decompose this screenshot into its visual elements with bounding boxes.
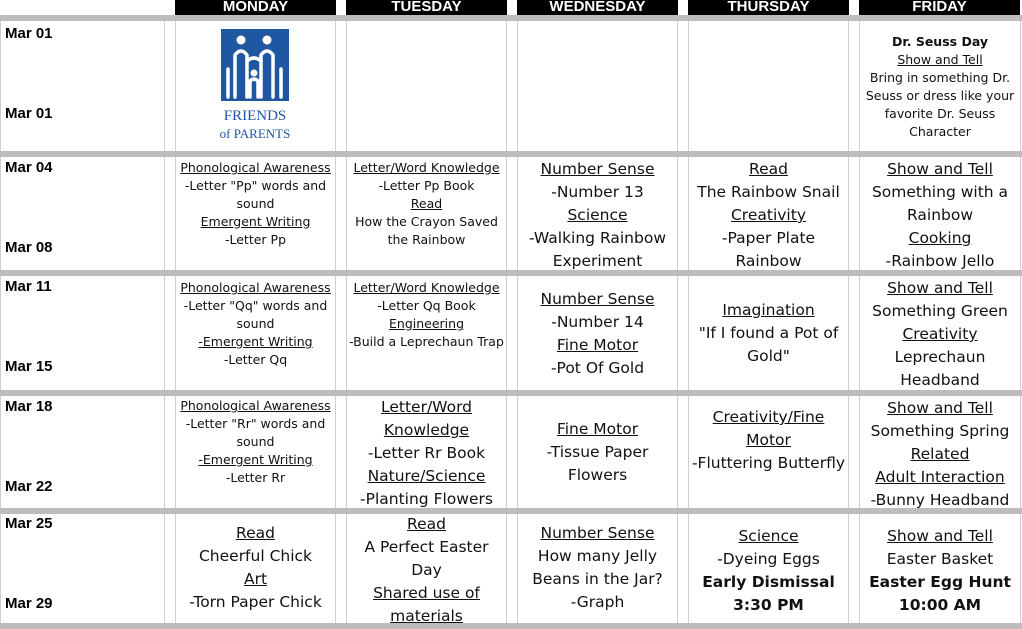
activity-line: Creativity	[730, 206, 806, 224]
activity-line: Fine Motor	[556, 420, 639, 438]
activity-line: Phonological Awareness	[180, 280, 331, 295]
activity-line: A Perfect Easter Day	[364, 538, 489, 579]
header-tuesday: TUESDAY	[346, 0, 507, 15]
activity-line: Show and Tell	[897, 52, 983, 67]
logo-word-bottom: of PARENTS	[219, 126, 291, 141]
activity-line: Letter/Word Knowledge	[353, 160, 500, 175]
grid-line	[164, 15, 165, 629]
activity-line: -Fluttering Butterfly	[691, 454, 846, 472]
activity-line: Early Dismissal	[702, 573, 835, 591]
activity-line: How the Crayon Saved the Rainbow	[355, 214, 498, 247]
activity-line: -Emergent Writing	[198, 452, 313, 467]
cell-week4-wednesday	[518, 418, 677, 487]
activity-line: -Letter Rr Book	[367, 444, 486, 462]
week-1-end-date: Mar 01	[5, 105, 53, 122]
grid-line	[1020, 15, 1021, 629]
grid-line	[335, 15, 336, 629]
logo-word-top: FRIENDS	[223, 108, 287, 124]
grid-line	[0, 15, 1, 629]
activity-line: Art	[243, 570, 268, 588]
activity-line: Emergent Writing	[200, 214, 311, 229]
activity-line: -Planting Flowers	[360, 490, 493, 508]
activity-line: Show and Tell	[887, 279, 993, 297]
header-wednesday: WEDNESDAY	[517, 0, 678, 15]
activity-line: -Letter Pp Book	[378, 178, 475, 193]
activity-line: Fine Motor	[556, 336, 639, 354]
cell-week2-wednesday	[518, 158, 677, 273]
activity-line: Cheerful Chick	[198, 547, 313, 565]
activity-line: -Bunny Headband	[870, 491, 1010, 509]
cell-week4-tuesday	[347, 396, 506, 511]
row-divider	[0, 15, 1022, 21]
activity-line: -Dyeing Eggs	[717, 550, 820, 568]
week-5-start-date: Mar 25	[5, 515, 53, 532]
family-icon	[219, 29, 291, 143]
activity-line: -Rainbow Jello	[885, 252, 995, 270]
cell-week2-thursday	[689, 158, 848, 273]
week-3-end-date: Mar 15	[5, 358, 53, 375]
cell-week2-friday	[860, 158, 1020, 273]
activity-line: Engineering	[389, 316, 464, 331]
activity-line: -Number 13	[551, 183, 644, 201]
cell-week2-monday	[176, 159, 335, 249]
activity-line: -Letter "Pp" words and sound	[184, 178, 327, 211]
row-divider	[0, 623, 1022, 629]
activity-line: The Rainbow Snail	[697, 183, 840, 201]
activity-line: Letter/Word Knowledge	[380, 398, 473, 439]
activity-line: -Walking Rainbow Experiment	[528, 229, 667, 270]
row-divider	[0, 151, 1022, 157]
grid-line	[677, 15, 678, 629]
cell-week3-wednesday	[518, 288, 677, 380]
activity-line: Number Sense	[540, 524, 655, 542]
grid-line	[506, 15, 507, 629]
cell-week4-friday	[860, 397, 1020, 512]
cell-week4-thursday	[689, 406, 848, 475]
activity-line: -Tissue Paper Flowers	[546, 443, 649, 484]
activity-line: Read	[749, 160, 788, 178]
activity-line: Related	[910, 445, 970, 463]
activity-line: Something Green	[872, 302, 1008, 320]
friends-of-parents-logo	[219, 29, 291, 143]
activity-line: -Letter Qq Book	[377, 298, 476, 313]
activity-line: "If I found a Pot of Gold"	[698, 324, 839, 365]
activity-line: Phonological Awareness	[180, 398, 331, 413]
week-4-start-date: Mar 18	[5, 398, 53, 415]
cell-week5-wednesday	[518, 522, 677, 614]
activity-line: Cooking	[908, 229, 972, 247]
activity-line: -Letter Pp	[224, 232, 287, 247]
activity-line: Easter Egg Hunt	[869, 573, 1011, 591]
week-4-end-date: Mar 22	[5, 478, 53, 495]
cell-week5-thursday	[689, 525, 848, 617]
activity-line: -Torn Paper Chick	[189, 593, 322, 611]
activity-line: Science	[567, 206, 628, 224]
cell-week5-tuesday	[347, 513, 506, 628]
week-1-start-date: Mar 01	[5, 25, 53, 42]
cell-week3-friday	[860, 277, 1020, 392]
activity-line: Imagination	[722, 301, 815, 319]
week-3-start-date: Mar 11	[5, 278, 52, 295]
activity-line: -Paper Plate Rainbow	[721, 229, 816, 270]
cell-week1-friday	[860, 33, 1020, 141]
cell-week5-monday	[176, 522, 335, 614]
header-monday: MONDAY	[175, 0, 336, 15]
activity-line: -Letter Qq	[223, 352, 288, 367]
week-2-end-date: Mar 08	[5, 239, 53, 256]
activity-line: -Letter Rr	[225, 470, 286, 485]
activity-line: Science	[738, 527, 799, 545]
activity-line: Phonological Awareness	[180, 160, 331, 175]
cell-week3-monday	[176, 279, 335, 369]
activity-line: Bring in something Dr. Seuss or dress like your favorite Dr. Seuss Character	[865, 70, 1015, 139]
activity-line: Something Spring	[870, 422, 1010, 440]
activity-line: Read	[410, 196, 443, 211]
cell-week3-thursday	[689, 299, 848, 368]
cell-week2-tuesday	[347, 159, 506, 249]
activity-line: 3:30 PM	[733, 596, 804, 614]
activity-line: -Pot Of Gold	[550, 359, 645, 377]
activity-line: Dr. Seuss Day	[891, 34, 989, 49]
activity-line: Number Sense	[540, 290, 655, 308]
activity-line: Read	[236, 524, 275, 542]
activity-line: Shared use of materials	[373, 584, 480, 625]
header-thursday: THURSDAY	[688, 0, 849, 15]
activity-line: Creativity/Fine Motor	[712, 408, 825, 449]
activity-line: How many Jelly Beans in the Jar?	[532, 547, 663, 588]
activity-line: Number Sense	[540, 160, 655, 178]
activity-line: -Letter "Rr" words and sound	[185, 416, 326, 449]
week-5-end-date: Mar 29	[5, 595, 53, 612]
activity-line: Show and Tell	[887, 399, 993, 417]
cell-week3-tuesday	[347, 279, 506, 351]
cell-week4-monday	[176, 397, 335, 487]
week-2-start-date: Mar 04	[5, 159, 53, 176]
activity-line: Adult Interaction	[875, 468, 1005, 486]
cell-week5-friday	[860, 525, 1020, 617]
activity-line: Easter Basket	[886, 550, 994, 568]
activity-line: Creativity	[902, 325, 978, 343]
grid-line	[848, 15, 849, 629]
activity-line: Show and Tell	[887, 160, 993, 178]
activity-line: -Number 14	[551, 313, 644, 331]
activity-line: Read	[407, 515, 446, 533]
activity-line: Nature/Science	[367, 467, 486, 485]
activity-line: Letter/Word Knowledge	[353, 280, 500, 295]
activity-line: Leprechaun Headband	[894, 348, 986, 389]
activity-line: -Graph	[570, 593, 625, 611]
activity-line: -Build a Leprechaun Trap	[349, 334, 504, 349]
activity-line: -Letter "Qq" words and sound	[183, 298, 328, 331]
activity-line: -Emergent Writing	[198, 334, 313, 349]
activity-line: Show and Tell	[887, 527, 993, 545]
activity-line: Something with a Rainbow	[871, 183, 1009, 224]
header-friday: FRIDAY	[859, 0, 1020, 15]
activity-line: 10:00 AM	[898, 596, 982, 614]
